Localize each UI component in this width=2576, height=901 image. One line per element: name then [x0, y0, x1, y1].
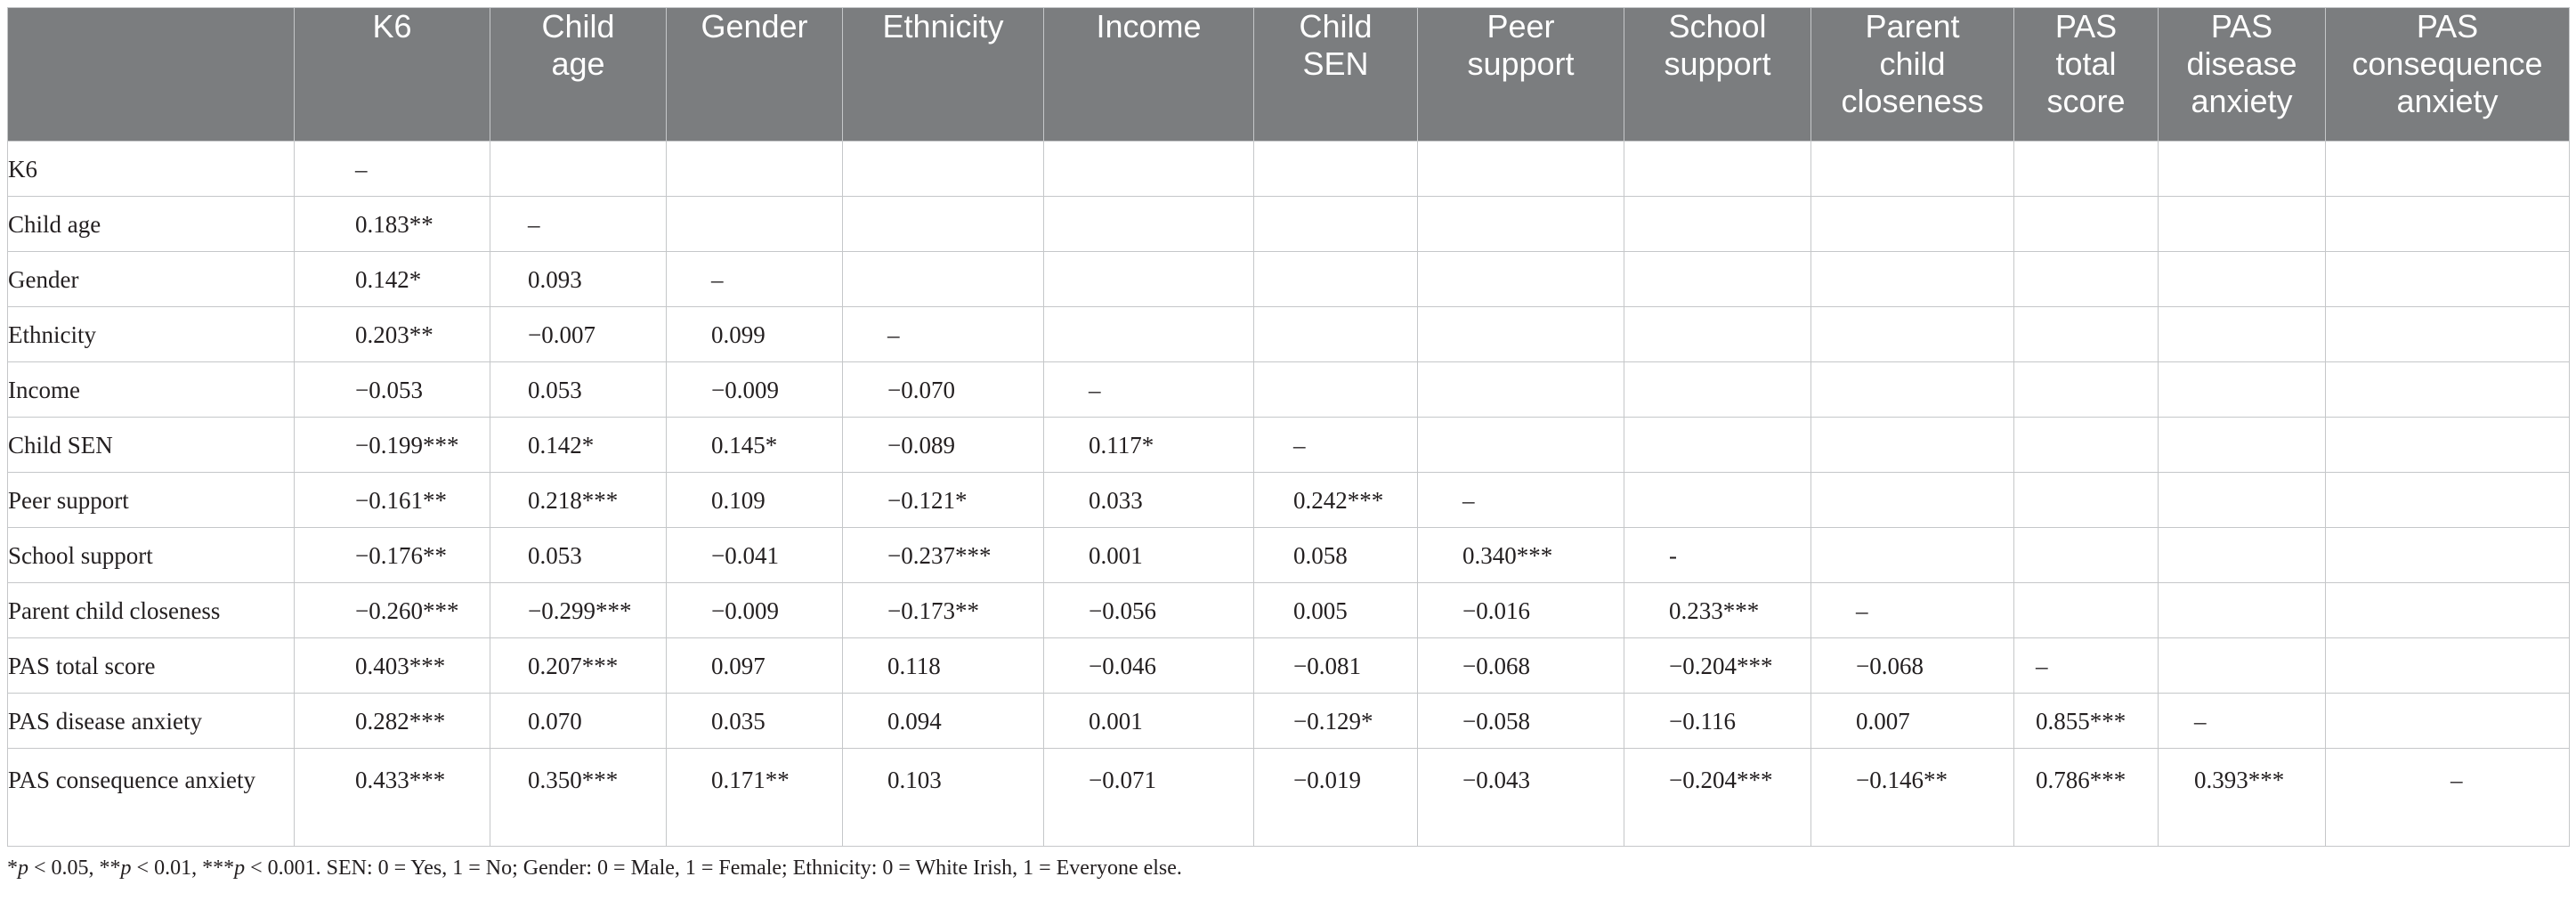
table-row [8, 528, 2570, 583]
table-cell [2014, 142, 2159, 197]
table-cell: 0.109 [667, 473, 843, 528]
header-corner [8, 8, 295, 142]
table-cell [1811, 418, 2014, 473]
table-cell: −0.019 [1254, 749, 1418, 847]
table-cell: – [1254, 418, 1418, 473]
table-cell [1044, 197, 1254, 252]
table-cell: −0.068 [1811, 638, 2014, 694]
table-cell [2326, 252, 2570, 307]
table-cell [667, 142, 843, 197]
correlation-table [7, 7, 2570, 847]
header-label: Gender [701, 8, 808, 45]
table-cell [843, 142, 1044, 197]
table-cell [2326, 197, 2570, 252]
header-label: Peer support [1467, 8, 1575, 82]
row-label: PAS disease anxiety [8, 694, 295, 749]
table-cell: −0.007 [490, 307, 667, 362]
table-cell [2159, 362, 2326, 418]
table-cell [2159, 473, 2326, 528]
table-cell [1418, 418, 1624, 473]
table-cell [1811, 362, 2014, 418]
table-cell [1254, 197, 1418, 252]
table-cell: 0.145* [667, 418, 843, 473]
table-cell: - [1624, 528, 1811, 583]
table-cell [1044, 142, 1254, 197]
table-row [8, 197, 2570, 252]
table-cell: 0.350*** [490, 749, 667, 847]
table-cell [2159, 252, 2326, 307]
table-cell: 0.005 [1254, 583, 1418, 638]
table-row [8, 638, 2570, 694]
footnote-p-symbol: p [234, 856, 246, 880]
table-cell: 0.340*** [1418, 528, 1624, 583]
table-cell [1624, 252, 1811, 307]
table-cell: 0.786*** [2014, 749, 2159, 847]
table-cell: −0.121* [843, 473, 1044, 528]
table-cell [843, 197, 1044, 252]
table-cell: −0.081 [1254, 638, 1418, 694]
table-row [8, 749, 2570, 847]
table-cell [2326, 694, 2570, 749]
table-cell [1254, 142, 1418, 197]
column-header [1811, 8, 2014, 142]
table-cell [667, 197, 843, 252]
row-label: K6 [8, 142, 295, 197]
row-label: Peer support [8, 473, 295, 528]
table-cell: 0.118 [843, 638, 1044, 694]
table-cell: – [1811, 583, 2014, 638]
table-cell [2159, 638, 2326, 694]
table-cell [1624, 418, 1811, 473]
table-cell: −0.204*** [1624, 749, 1811, 847]
table-cell [1254, 362, 1418, 418]
table-cell: 0.099 [667, 307, 843, 362]
table-row [8, 583, 2570, 638]
table-row [8, 142, 2570, 197]
table-cell: −0.009 [667, 362, 843, 418]
table-cell: – [1418, 473, 1624, 528]
table-row [8, 694, 2570, 749]
table-row [8, 418, 2570, 473]
table-cell [2014, 252, 2159, 307]
table-cell: 0.393*** [2159, 749, 2326, 847]
table-cell: – [1044, 362, 1254, 418]
table-cell [1624, 362, 1811, 418]
table-cell: 0.094 [843, 694, 1044, 749]
header-label: PAS consequence anxiety [2352, 8, 2543, 119]
table-cell: 0.007 [1811, 694, 2014, 749]
table-cell [843, 252, 1044, 307]
row-label: Parent child closeness [8, 583, 295, 638]
table-cell: – [667, 252, 843, 307]
table-cell [1811, 528, 2014, 583]
header-label: Child SEN [1299, 8, 1373, 82]
table-cell: 0.142* [490, 418, 667, 473]
table-header [8, 8, 2570, 142]
table-cell [1811, 252, 2014, 307]
table-cell: −0.053 [295, 362, 490, 418]
table-cell: −0.146** [1811, 749, 2014, 847]
column-header [1418, 8, 1624, 142]
table-cell [1044, 307, 1254, 362]
column-header: K6 [295, 8, 490, 142]
table-cell [2014, 528, 2159, 583]
table-cell: 0.053 [490, 362, 667, 418]
table-cell [1418, 142, 1624, 197]
table-cell: −0.009 [667, 583, 843, 638]
table-cell [1811, 142, 2014, 197]
table-cell: −0.199*** [295, 418, 490, 473]
table-cell [1418, 307, 1624, 362]
table-cell [1624, 142, 1811, 197]
table-cell [2159, 197, 2326, 252]
row-label: Child SEN [8, 418, 295, 473]
table-cell [2326, 142, 2570, 197]
table-cell [2159, 583, 2326, 638]
table-cell [1811, 197, 2014, 252]
table-cell [1811, 307, 2014, 362]
column-header [843, 8, 1044, 142]
table-cell [2014, 473, 2159, 528]
table-cell: −0.046 [1044, 638, 1254, 694]
row-label: School support [8, 528, 295, 583]
table-cell: 0.033 [1044, 473, 1254, 528]
table-cell: 0.035 [667, 694, 843, 749]
column-header [667, 8, 843, 142]
table-cell: −0.058 [1418, 694, 1624, 749]
footnote-text: < 0.001. SEN: 0 = Yes, 1 = No; Gender: 0 = Male, 1 = Female; Ethnicity: 0 = White Irish, 1 = Everyone else. [245, 856, 1182, 880]
footnote-lead: * [7, 856, 18, 880]
column-header [490, 8, 667, 142]
table-cell [2159, 418, 2326, 473]
table-cell [1254, 252, 1418, 307]
table-cell: – [2326, 749, 2570, 847]
footnote-text: < 0.05, ** [28, 856, 121, 880]
table-cell: 0.058 [1254, 528, 1418, 583]
column-header [2014, 8, 2159, 142]
table-cell: −0.071 [1044, 749, 1254, 847]
table-row [8, 473, 2570, 528]
table-cell [1418, 197, 1624, 252]
row-label: Income [8, 362, 295, 418]
table-cell [2014, 197, 2159, 252]
table-cell: 0.117* [1044, 418, 1254, 473]
table-cell: −0.089 [843, 418, 1044, 473]
table-cell: 0.855*** [2014, 694, 2159, 749]
row-label: Gender [8, 252, 295, 307]
table-cell [1418, 362, 1624, 418]
table-cell: 0.207*** [490, 638, 667, 694]
table-cell: −0.116 [1624, 694, 1811, 749]
table-cell [2326, 473, 2570, 528]
table-cell [1418, 252, 1624, 307]
table-body [8, 142, 2570, 847]
table-cell: 0.001 [1044, 528, 1254, 583]
row-label: PAS total score [8, 638, 295, 694]
table-cell: 0.103 [843, 749, 1044, 847]
header-label: Parent child closeness [1841, 8, 1984, 119]
table-cell [1811, 473, 2014, 528]
table-cell: 0.242*** [1254, 473, 1418, 528]
footnote-p-symbol: p [18, 856, 28, 880]
table-cell [2326, 583, 2570, 638]
table-cell [1624, 473, 1811, 528]
table-cell [2159, 528, 2326, 583]
row-label: PAS consequence anxiety [8, 749, 295, 847]
table-cell: 0.053 [490, 528, 667, 583]
table-cell: −0.041 [667, 528, 843, 583]
table-cell [2014, 418, 2159, 473]
table-cell: −0.204*** [1624, 638, 1811, 694]
table-cell [2326, 528, 2570, 583]
table-cell: 0.183** [295, 197, 490, 252]
table-cell [2326, 362, 2570, 418]
table-cell [1254, 307, 1418, 362]
header-label: School support [1664, 8, 1771, 82]
header-label: PAS total score [2046, 8, 2126, 119]
table-cell [1624, 197, 1811, 252]
table-cell: – [2014, 638, 2159, 694]
table-cell [2014, 362, 2159, 418]
table-cell: 0.097 [667, 638, 843, 694]
table-cell: – [295, 142, 490, 197]
table-cell: 0.142* [295, 252, 490, 307]
table-cell [1624, 307, 1811, 362]
table-cell: −0.299*** [490, 583, 667, 638]
table-cell: 0.218*** [490, 473, 667, 528]
table-cell: – [2159, 694, 2326, 749]
table-cell: −0.260*** [295, 583, 490, 638]
table-cell: 0.093 [490, 252, 667, 307]
row-label: Child age [8, 197, 295, 252]
table-row [8, 252, 2570, 307]
table-cell [2159, 307, 2326, 362]
table-cell [2326, 307, 2570, 362]
table-cell: 0.233*** [1624, 583, 1811, 638]
table-cell: – [843, 307, 1044, 362]
header-label: Child age [541, 8, 615, 82]
header-row [8, 8, 2570, 142]
column-header [2326, 8, 2570, 142]
table-cell [490, 142, 667, 197]
table-cell: 0.070 [490, 694, 667, 749]
table-cell: −0.043 [1418, 749, 1624, 847]
table-cell: 0.171** [667, 749, 843, 847]
table-cell [2326, 638, 2570, 694]
table-row [8, 307, 2570, 362]
table-cell: – [490, 197, 667, 252]
table-cell: −0.237*** [843, 528, 1044, 583]
footnote-p-symbol: p [120, 856, 132, 880]
table-cell: −0.173** [843, 583, 1044, 638]
table-cell [2014, 583, 2159, 638]
column-header [1254, 8, 1418, 142]
table-cell: −0.068 [1418, 638, 1624, 694]
footnote-text: < 0.01, *** [131, 856, 235, 880]
header-label: PAS disease anxiety [2186, 8, 2297, 119]
table-cell: 0.282*** [295, 694, 490, 749]
row-label: Ethnicity [8, 307, 295, 362]
header-label: Income [1096, 8, 1202, 45]
table-footnote [7, 855, 1182, 881]
table-cell: 0.203** [295, 307, 490, 362]
table-cell [2014, 307, 2159, 362]
table-cell: −0.161** [295, 473, 490, 528]
table-cell: −0.056 [1044, 583, 1254, 638]
header-label: Ethnicity [882, 8, 1004, 45]
column-header [1624, 8, 1811, 142]
table-cell: −0.129* [1254, 694, 1418, 749]
table-cell [2159, 142, 2326, 197]
table-cell: −0.016 [1418, 583, 1624, 638]
table-cell: 0.001 [1044, 694, 1254, 749]
table-row [8, 362, 2570, 418]
column-header [1044, 8, 1254, 142]
table-cell: −0.176** [295, 528, 490, 583]
table-cell: 0.433*** [295, 749, 490, 847]
table-cell: 0.403*** [295, 638, 490, 694]
column-header [2159, 8, 2326, 142]
table-cell: −0.070 [843, 362, 1044, 418]
table-cell [2326, 418, 2570, 473]
table-cell [1044, 252, 1254, 307]
